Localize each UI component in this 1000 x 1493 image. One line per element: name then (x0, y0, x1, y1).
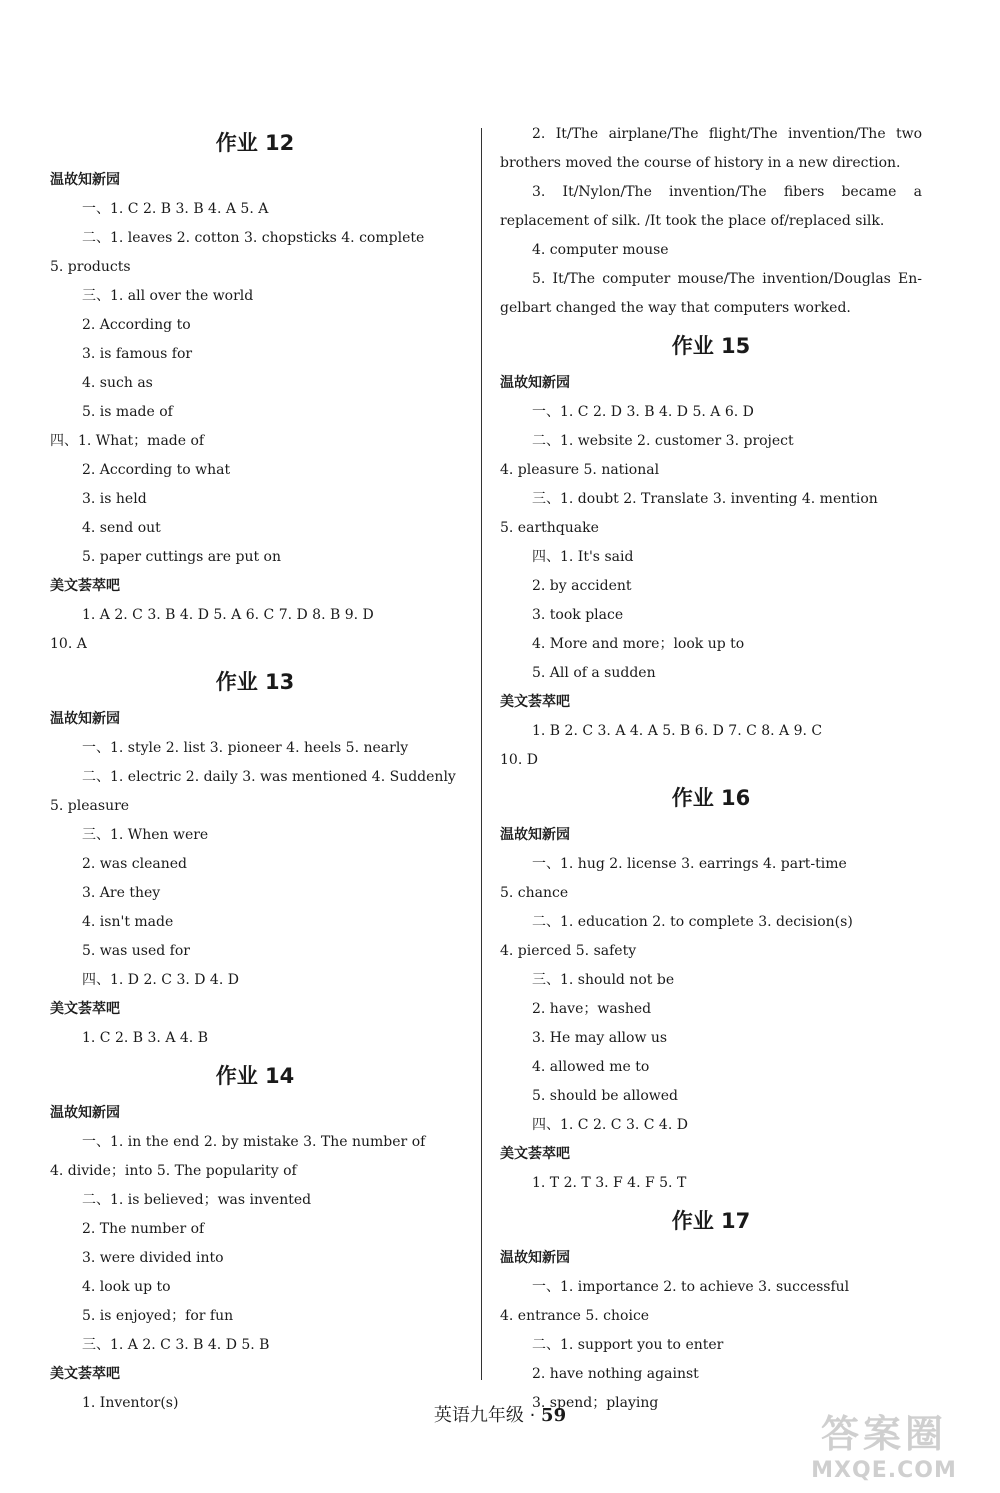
answer-line: 一、1. style 2. list 3. pioneer 4. heels 5. nearly (82, 740, 409, 756)
answer-line: 5. It/The computer mouse/The invention/Douglas En- (532, 271, 922, 287)
answer-line: 5. chance (500, 885, 569, 901)
left-column (50, 120, 460, 1418)
answer-line: 二、1. website 2. customer 3. project (532, 433, 794, 449)
answer-line: 5. products (50, 259, 131, 275)
answer-line: 4. allowed me to (532, 1059, 650, 1075)
answer-line: 5. pleasure (50, 798, 130, 814)
answer-line: 四、1. D 2. C 3. D 4. D (82, 972, 239, 988)
answer-line: gelbart changed the way that computers worked. (500, 300, 851, 316)
answer-line: 一、1. importance 2. to achieve 3. successful (532, 1279, 850, 1295)
section-title: 作业 15 (671, 334, 751, 358)
answer-line: 5. earthquake (500, 520, 599, 536)
answer-line: 3. is famous for (82, 346, 193, 362)
right-column (500, 120, 922, 1418)
answer-line: 2. The number of (82, 1221, 205, 1237)
answer-line: 四、1. It's said (532, 549, 634, 565)
section-title: 作业 17 (671, 1209, 751, 1233)
answer-line: 4. pleasure 5. national (500, 462, 660, 478)
answer-line: 2. was cleaned (82, 856, 187, 872)
answer-line: 二、1. is believed；was invented (82, 1192, 312, 1208)
section-title: 作业 16 (671, 786, 751, 810)
watermark-bottom: MXQE.COM (811, 1458, 957, 1483)
answer-line: 一、1. C 2. D 3. B 4. D 5. A 6. D (532, 404, 754, 420)
answer-line: 2. have；washed (532, 1001, 652, 1017)
answer-line: 3. He may allow us (532, 1030, 668, 1046)
answer-line: 3. took place (532, 607, 624, 623)
subsection-heading: 温故知新园 (50, 1105, 120, 1121)
answer-line: 二、1. electric 2. daily 3. was mentioned 4. Suddenly (82, 769, 456, 785)
answer-line: 5. should be allowed (532, 1088, 679, 1104)
page-number: 59 (541, 1405, 567, 1426)
answer-line: 3. were divided into (82, 1250, 224, 1266)
subsection-heading: 温故知新园 (50, 711, 120, 727)
subsection-heading: 美文荟萃吧 (500, 694, 570, 710)
answer-line: 4. computer mouse (532, 242, 669, 258)
answer-line: 5. is enjoyed；for fun (82, 1308, 234, 1324)
answer-line: replacement of silk. /It took the place of/replaced silk. (500, 213, 885, 229)
answer-line: 1. C 2. B 3. A 4. B (82, 1030, 208, 1046)
section-title: 作业 13 (215, 670, 295, 694)
answer-line: 2. It/The airplane/The flight/The invention/The two (532, 126, 922, 142)
answer-line: 4. More and more；look up to (532, 636, 745, 652)
answer-line: 1. B 2. C 3. A 4. A 5. B 6. D 7. C 8. A 9. C (532, 723, 823, 739)
answer-line: 三、1. should not be (532, 972, 675, 988)
watermark-top: 答案圈 (820, 1412, 947, 1456)
subsection-heading: 温故知新园 (500, 375, 570, 391)
answer-line: 一、1. in the end 2. by mistake 3. The number of (82, 1134, 426, 1150)
answer-line: 二、1. education 2. to complete 3. decision(s) (532, 914, 853, 930)
footer-label: 英语九年级 · (433, 1405, 542, 1426)
subsection-heading: 美文荟萃吧 (50, 1001, 120, 1017)
answer-line: 1. T 2. T 3. F 4. F 5. T (532, 1175, 687, 1191)
answer-line: 二、1. leaves 2. cotton 3. chopsticks 4. complete (82, 230, 425, 246)
answer-line: 5. paper cuttings are put on (82, 549, 281, 565)
answer-line: 一、1. C 2. B 3. B 4. A 5. A (82, 201, 269, 217)
answer-line: 1. A 2. C 3. B 4. D 5. A 6. C 7. D 8. B 9. D (82, 607, 374, 623)
answer-line: 2. by accident (532, 578, 632, 594)
subsection-heading: 美文荟萃吧 (500, 1146, 570, 1162)
answer-line: 5. is made of (82, 404, 173, 420)
answer-line: 三、1. A 2. C 3. B 4. D 5. B (82, 1337, 270, 1353)
answer-line: 3. Are they (82, 885, 161, 901)
answer-line: 四、1. C 2. C 3. C 4. D (532, 1117, 688, 1133)
subsection-heading: 温故知新园 (50, 172, 120, 188)
subsection-heading: 温故知新园 (500, 1250, 570, 1266)
subsection-heading: 美文荟萃吧 (50, 1366, 120, 1382)
answer-line: 2. have nothing against (532, 1366, 699, 1382)
subsection-heading: 美文荟萃吧 (50, 578, 120, 594)
answer-line: 1. Inventor(s) (82, 1395, 179, 1411)
answer-line: 2. According to (82, 317, 191, 333)
answer-line: 三、1. all over the world (82, 288, 254, 304)
section-title: 作业 14 (215, 1064, 295, 1088)
answer-line: 4. look up to (82, 1279, 171, 1295)
answer-line: 三、1. doubt 2. Translate 3. inventing 4. mention (532, 491, 878, 507)
answer-line: 5. was used for (82, 943, 190, 959)
section-title: 作业 12 (215, 131, 295, 155)
answer-line: 4. such as (82, 375, 153, 391)
answer-line: 四、1. What；made of (50, 433, 205, 449)
answer-line: 4. entrance 5. choice (500, 1308, 650, 1324)
answer-line: 5. All of a sudden (532, 665, 656, 681)
answer-line: 2. According to what (82, 462, 231, 478)
answer-line: 一、1. hug 2. license 3. earrings 4. part-time (532, 856, 847, 872)
answer-line: 二、1. support you to enter (532, 1337, 724, 1353)
answer-line: 三、1. When were (82, 827, 209, 843)
subsection-heading: 温故知新园 (500, 827, 570, 843)
answer-line: brothers moved the course of history in a new direction. (500, 155, 901, 171)
answer-line: 10. D (500, 752, 538, 768)
answer-line: 3. spend；playing (532, 1395, 659, 1411)
answer-line: 10. A (50, 636, 87, 652)
column-divider (481, 128, 482, 1380)
answer-line: 3. It/Nylon/The invention/The fibers became a (532, 184, 922, 200)
answer-line: 4. divide；into 5. The popularity of (50, 1163, 297, 1179)
answer-line: 4. isn't made (82, 914, 174, 930)
answer-line: 4. send out (82, 520, 161, 536)
answer-line: 3. is held (82, 491, 147, 507)
watermark-logo (784, 1403, 984, 1481)
answer-line: 4. pierced 5. safety (500, 943, 637, 959)
